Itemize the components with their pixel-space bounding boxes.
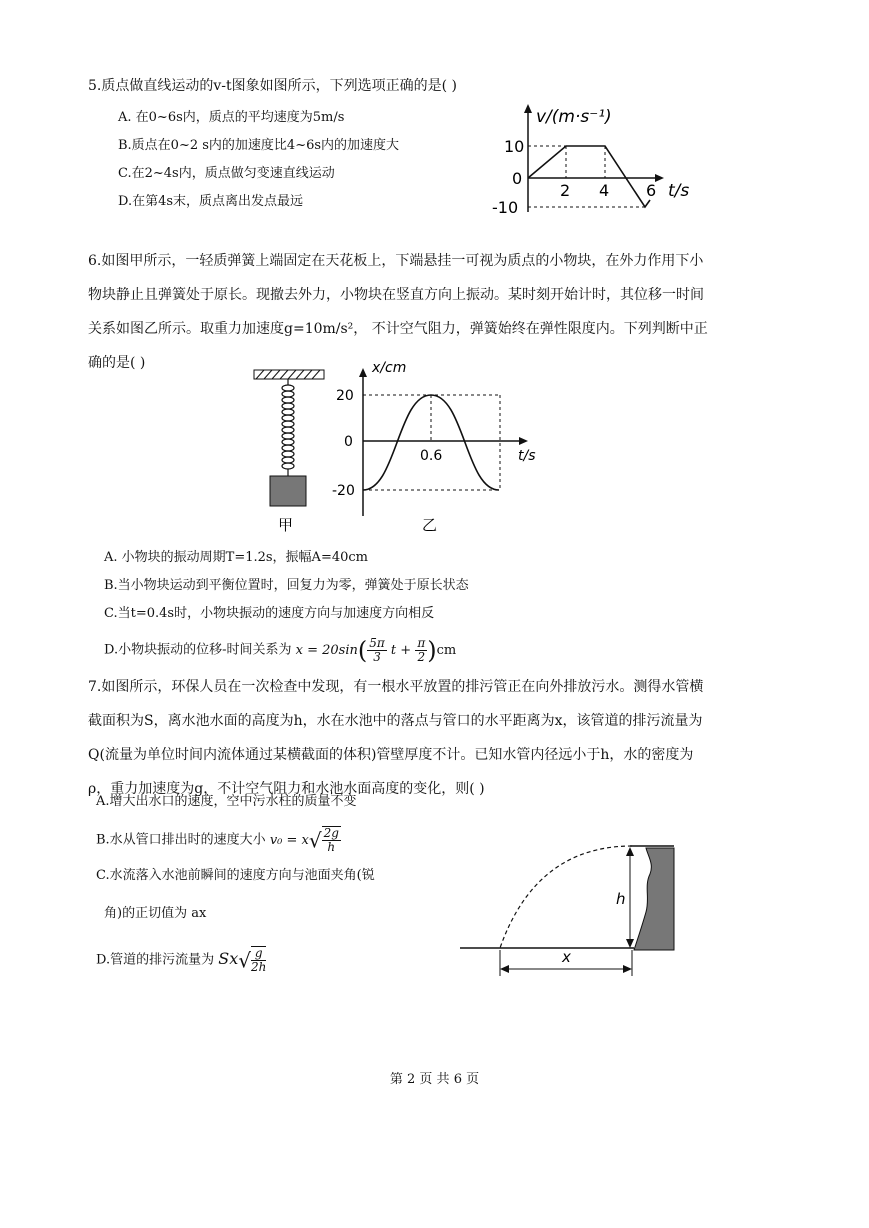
q5-ytick-0: 0 xyxy=(512,169,523,188)
formula-d-lhs: Sx xyxy=(218,948,239,968)
q6-x-label: t/s xyxy=(518,448,536,464)
formula-frac1: $\frac{5\pi}{3}$ xyxy=(369,635,385,664)
q5-xtick-6: 6 xyxy=(646,181,657,200)
q6-option-d-formula: x = 20sin( $\frac{5\pi}{3}$ t + $\frac{\pi}{2}$ )cm xyxy=(295,635,457,664)
figure-label-yi: 乙 xyxy=(422,516,438,534)
q5-option-c: C.在2~4s内，质点做匀变速直线运动 xyxy=(118,166,335,181)
q6-option-c: C.当t=0.4s时，小物块振动的速度方向与加速度方向相反 xyxy=(104,606,435,621)
q7-option-b xyxy=(96,826,341,854)
q5-xtick-2: 2 xyxy=(560,181,571,200)
h-label: h xyxy=(616,890,626,908)
q5-stem: 5.质点做直线运动的v-t图象如图所示，下列选项正确的是( ) xyxy=(88,78,457,94)
q6-option-d-text: D.小物块振动的位移-时间关系为 xyxy=(104,642,292,658)
q6-ytick-neg20: -20 xyxy=(332,483,355,499)
q6-option-b: B.当小物块运动到平衡位置时，回复力为零，弹簧处于原长状态 xyxy=(104,578,469,593)
spring xyxy=(282,379,294,476)
formula-unit: cm xyxy=(436,642,457,658)
q6-xtick-06: 0.6 xyxy=(420,448,443,464)
q5-option-d: D.在第4s末，质点离出发点最远 xyxy=(118,194,304,209)
formula-d-frac: $\frac{g}{2h}$ xyxy=(250,946,267,974)
q5-xtick-4: 4 xyxy=(599,181,610,200)
page-number: 第 2 页 共 6 页 xyxy=(389,1072,480,1087)
q6-y-label: x/cm xyxy=(372,360,407,376)
q5-x-label: t/s xyxy=(668,181,690,201)
q6-option-a: A. 小物块的振动周期T=1.2s，振幅A=40cm xyxy=(104,550,368,565)
formula-frac2: $\frac{\pi}{2}$ xyxy=(417,635,426,664)
q6-option-d xyxy=(104,636,456,664)
q6-stem: 6.如图甲所示，一轻质弹簧上端固定在天花板上，下端悬挂一可视为质点的小物块，在外力作用下小物块静止且弹簧处于原长。现撤去外力，小物块在竖直方向上振动。某时刻开始计时，其位移一时间关系如图乙所示。取重力加速度g=10m/s²， 不计空气阻力，弹簧始终在弹性限度内。下列判断中正确的是( ) xyxy=(88,253,708,371)
water-trajectory xyxy=(500,846,632,948)
q7-stem: 7.如图所示，环保人员在一次检查中发现，有一根水平放置的排污管正在向外排放污水。测得水管横截面积为S，离水池水面的高度为h，水在水池中的落点与管口的水平距离为x，该管道的排污流量为Q(流量为单位时间内流体通过某横截面的体积)管壁厚度不计。已知水管内径远小于h，水的密度为ρ，重力加速度为g，不计空气阻力和水池水面高度的变化，则( ) xyxy=(88,679,704,797)
q6-ytick-0: 0 xyxy=(344,434,353,450)
q5-y-label: v/(m·s⁻¹) xyxy=(536,107,612,127)
q7-option-d-text: D.管道的排污流量为 xyxy=(96,952,215,968)
q7-option-a: A.增大出水口的速度，空中污水柱的质量不变 xyxy=(96,794,357,809)
q5-vt-graph xyxy=(490,100,710,220)
q7-option-d xyxy=(96,946,266,974)
q7-option-c-line1: C.水流落入水池前瞬间的速度方向与池面夹角(锐 xyxy=(96,868,375,883)
q6-ytick-20: 20 xyxy=(336,388,354,404)
formula-prefix: x = 20sin xyxy=(295,642,358,658)
q7-option-b-text: B.水从管口排出时的速度大小 xyxy=(96,832,266,848)
q6-spring-figure xyxy=(248,366,338,536)
figure-label-jia: 甲 xyxy=(278,516,294,534)
q5-ytick-neg10: -10 xyxy=(492,198,519,217)
formula-b-frac: $\frac{2g}{h}$ xyxy=(323,826,339,854)
q5-ytick-10: 10 xyxy=(504,137,525,156)
q7-option-c-line2: 角)的正切值为 ax xyxy=(104,906,207,921)
q5-option-a: A. 在0~6s内，质点的平均速度为5m/s xyxy=(118,110,345,125)
block xyxy=(270,476,306,506)
formula-mid: t + xyxy=(390,642,412,658)
q7-option-b-formula: v₀ = x√ $\frac{2g}{h}$ xyxy=(269,826,339,854)
q7-option-d-formula: Sx√ $\frac{g}{2h}$ xyxy=(218,946,267,974)
q5-option-b: B.质点在0~2 s内的加速度比4~6s内的加速度大 xyxy=(118,138,400,153)
q5-vt-curve xyxy=(528,146,650,207)
x-label: x xyxy=(562,948,571,966)
q7-pipe-figure xyxy=(456,826,692,984)
pool-wall xyxy=(634,848,674,950)
formula-b-lhs: v₀ = x xyxy=(269,832,309,848)
q6-xt-graph xyxy=(330,356,540,536)
